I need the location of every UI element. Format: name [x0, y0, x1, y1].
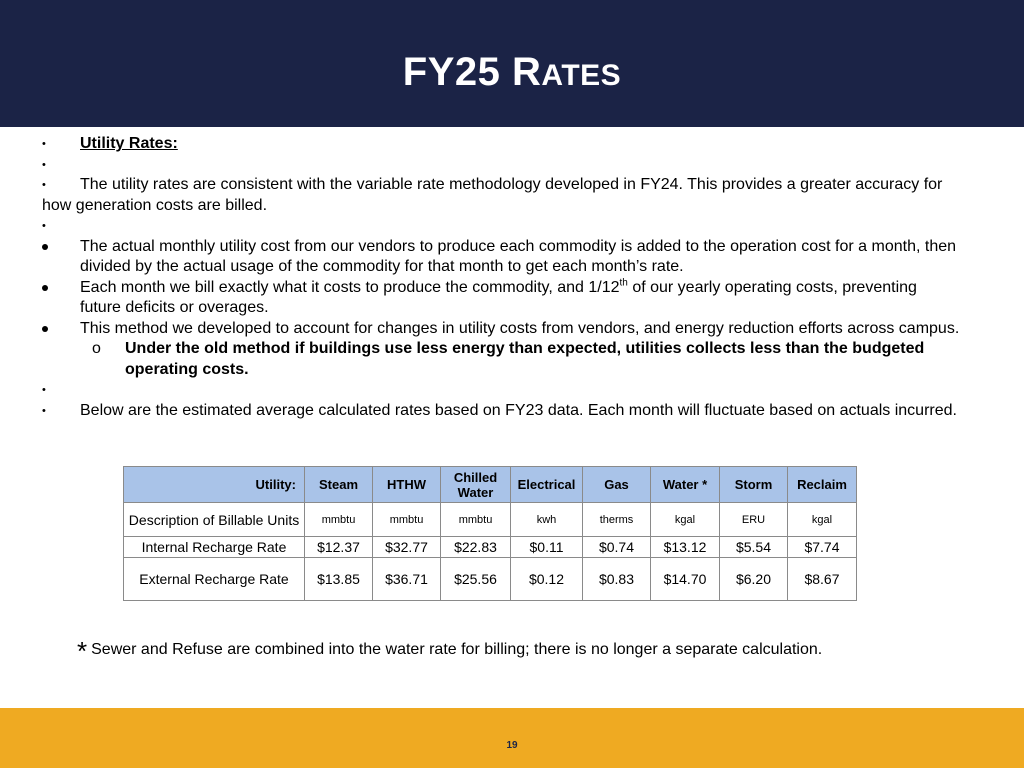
table-cell: kgal — [651, 503, 720, 537]
table-cell: $7.74 — [788, 537, 857, 558]
table-row — [124, 537, 857, 558]
column-header: Chilled Water — [441, 467, 511, 503]
table-cell: $0.83 — [583, 558, 651, 601]
methodology-paragraph: The utility rates are consistent with the variable rate methodology developed in FY24. This provides a greater accuracy for how generation costs are billed. — [42, 176, 943, 214]
monthly-cost-bullet: The actual monthly utility cost from our vendors to produce each commodity is added to the operation cost for a month, then divided by the actual usage of the commodity for that month to get each month’s rate. — [80, 237, 957, 275]
list-item — [42, 237, 962, 278]
table-cell: kgal — [788, 503, 857, 537]
old-method-note: Under the old method if buildings use less energy than expected, utilities collects less than the budgeted operating costs. — [125, 340, 925, 378]
bullet-dot-icon: • — [42, 404, 46, 417]
column-header: Reclaim — [788, 467, 857, 503]
table-cell: $8.67 — [788, 558, 857, 601]
table-cell: $6.20 — [720, 558, 788, 601]
utility-rates-heading: Utility Rates: — [80, 135, 178, 152]
row-label: External Recharge Rate — [124, 558, 305, 601]
sub-list-item — [42, 339, 962, 380]
footer-bar — [0, 708, 1024, 768]
slide-body — [42, 134, 962, 421]
table-cell: $32.77 — [373, 537, 441, 558]
column-header: HTHW — [373, 467, 441, 503]
column-header: Electrical — [511, 467, 583, 503]
list-item — [42, 319, 962, 340]
empty-bullet — [42, 380, 962, 401]
table-cell: $25.56 — [441, 558, 511, 601]
table-cell: $36.71 — [373, 558, 441, 601]
rates-table — [123, 466, 857, 601]
column-header: Gas — [583, 467, 651, 503]
table-cell: $13.85 — [305, 558, 373, 601]
bullet-dot-icon: • — [42, 138, 46, 150]
footnote-text: Sewer and Refuse are combined into the water rate for billing; there is no longer a separate calculation. — [91, 641, 823, 658]
list-item — [42, 134, 962, 155]
table-cell: $14.70 — [651, 558, 720, 601]
list-item — [42, 278, 962, 319]
empty-bullet — [42, 155, 962, 176]
table-cell: mmbtu — [305, 503, 373, 537]
asterisk-icon: * — [77, 636, 88, 666]
row-label: Description of Billable Units — [124, 503, 305, 537]
billing-bullet: Each month we bill exactly what it costs to produce the commodity, and 1/12th of our yearly operating costs, preventing future deficits or overages. — [80, 277, 917, 316]
table-cell: $12.37 — [305, 537, 373, 558]
list-item — [42, 401, 962, 422]
bullet-dot-icon: • — [42, 220, 46, 232]
table-cell: mmbtu — [373, 503, 441, 537]
column-header: Storm — [720, 467, 788, 503]
method-bullet: This method we developed to account for changes in utility costs from vendors, and energy reduction efforts across campus. — [80, 319, 960, 337]
table-cell: kwh — [511, 503, 583, 537]
table-cell: $0.12 — [511, 558, 583, 601]
row-label: Internal Recharge Rate — [124, 537, 305, 558]
column-header: Water * — [651, 467, 720, 503]
table-cell: $5.54 — [720, 537, 788, 558]
estimated-rates-paragraph: Below are the estimated average calculated rates based on FY23 data. Each month will fluctuate based on actuals incurred. — [80, 401, 957, 419]
header-utility-label: Utility: — [124, 467, 305, 503]
table-cell: mmbtu — [441, 503, 511, 537]
table-cell: therms — [583, 503, 651, 537]
empty-bullet — [42, 216, 962, 237]
sub-bullet-icon: o — [92, 340, 101, 357]
table-row — [124, 503, 857, 537]
table-cell: $13.12 — [651, 537, 720, 558]
bullet-dot-icon: • — [42, 158, 46, 171]
table-row — [124, 558, 857, 601]
title-bar — [0, 0, 1024, 127]
footnote — [77, 630, 823, 666]
bullet-dot-icon: • — [42, 179, 46, 191]
table-cell: ERU — [720, 503, 788, 537]
title-main: FY25 R — [402, 50, 542, 94]
page-title — [403, 50, 621, 95]
table-cell: $0.74 — [583, 537, 651, 558]
bullet-dot-icon: • — [42, 384, 46, 396]
list-item — [42, 175, 962, 216]
page-number: 19 — [506, 740, 518, 751]
column-header: Steam — [305, 467, 373, 503]
table-cell: $22.83 — [441, 537, 511, 558]
title-small-caps: ATES — [541, 59, 622, 92]
table-cell: $0.11 — [511, 537, 583, 558]
table-header-row — [124, 467, 857, 503]
